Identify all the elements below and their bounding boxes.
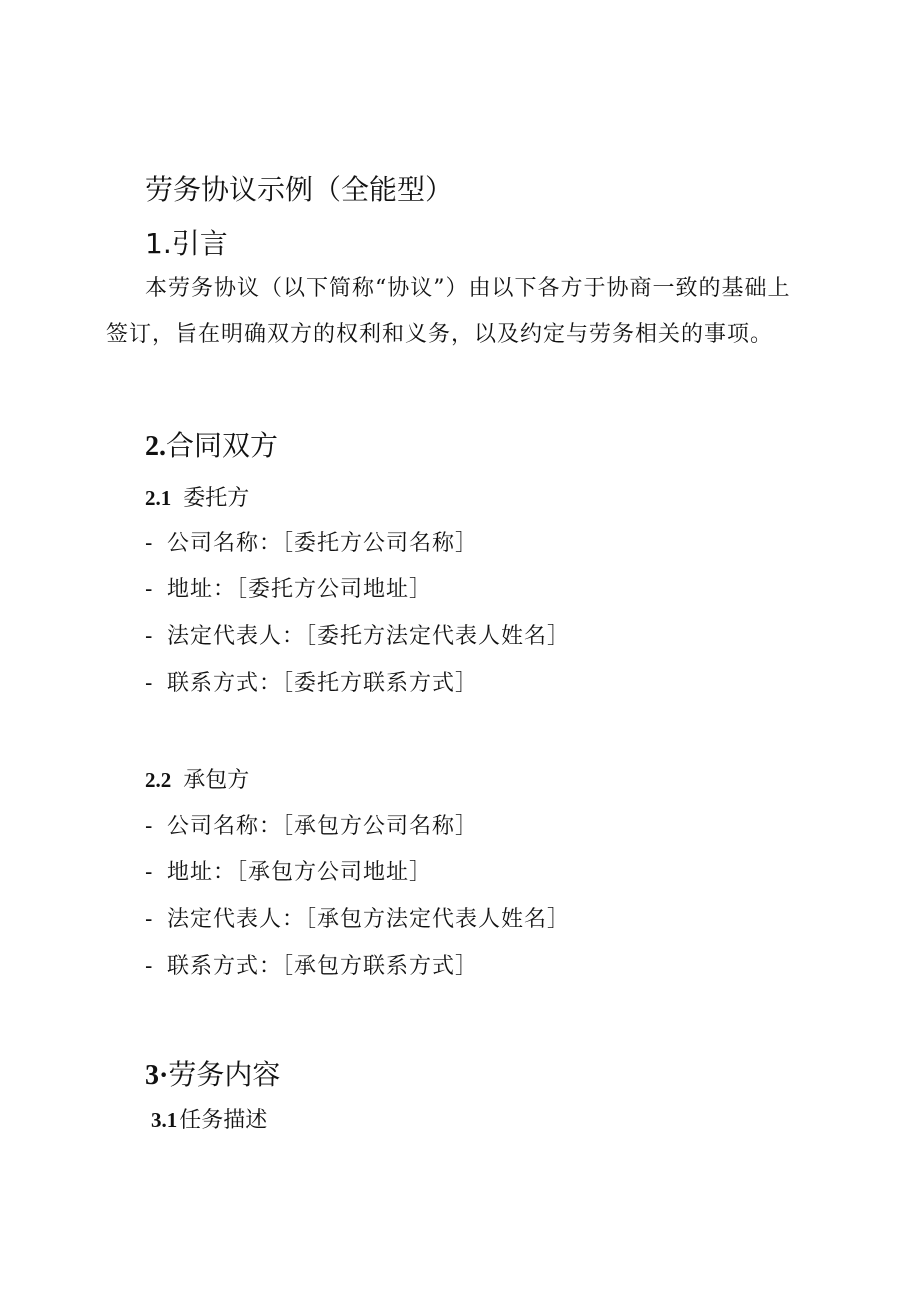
section-2-heading <box>145 424 278 464</box>
intro-paragraph-line-2: 签订，旨在明确双方的权利和义务，以及约定与劳务相关的事项。 <box>106 322 774 347</box>
section-2-2-title: 承包方 <box>183 768 250 793</box>
list-item-text: 公司名称：［委托方公司名称］ <box>167 531 479 556</box>
section-2-title: 合同双方 <box>166 429 279 462</box>
section-3-1-title: 任务描述 <box>179 1108 268 1133</box>
section-2-2-heading <box>145 763 249 794</box>
section-3-number: 3· <box>145 1060 169 1091</box>
contractor-legal-representative <box>145 902 570 933</box>
contractor-address <box>145 855 432 886</box>
list-item-text: 地址：［委托方公司地址］ <box>167 577 433 602</box>
section-3-1-heading <box>151 1103 267 1134</box>
section-2-2-number: 2.2 <box>145 768 172 792</box>
section-1-title: 引言 <box>171 227 228 260</box>
list-item-text: 公司名称：［承包方公司名称］ <box>167 814 479 839</box>
bullet-dash: - <box>145 814 154 839</box>
section-2-1-heading <box>145 481 249 512</box>
bullet-dash: - <box>145 907 154 932</box>
contractor-contact <box>145 949 478 980</box>
intro-paragraph-line-1: 本劳务协议（以下简称“协议”）由以下各方于协商一致的基础上 <box>145 276 791 301</box>
section-3-heading <box>145 1053 280 1093</box>
contractor-company-name <box>145 809 478 840</box>
section-2-number: 2. <box>145 431 166 462</box>
bullet-dash: - <box>145 954 154 979</box>
client-company-name <box>145 526 478 557</box>
section-1-heading <box>145 222 228 262</box>
document-title: 劳务协议示例（全能型） <box>145 173 454 206</box>
list-item-text: 法定代表人：［承包方法定代表人姓名］ <box>167 907 571 932</box>
client-legal-representative <box>145 619 570 650</box>
bullet-dash: - <box>145 671 154 696</box>
list-item-text: 地址：［承包方公司地址］ <box>167 860 433 885</box>
bullet-dash: - <box>145 577 154 602</box>
section-2-1-number: 2.1 <box>145 486 172 510</box>
bullet-dash: - <box>145 531 154 556</box>
client-address <box>145 572 432 603</box>
client-contact <box>145 666 478 697</box>
section-1-number: 1. <box>145 227 172 260</box>
section-3-title: 劳务内容 <box>168 1058 281 1091</box>
list-item-text: 联系方式：［承包方联系方式］ <box>167 954 479 979</box>
section-3-1-number: 3.1 <box>151 1108 178 1132</box>
list-item-text: 联系方式：［委托方联系方式］ <box>167 671 479 696</box>
list-item-text: 法定代表人：［委托方法定代表人姓名］ <box>167 624 571 649</box>
section-2-1-title: 委托方 <box>183 486 250 511</box>
bullet-dash: - <box>145 624 154 649</box>
bullet-dash: - <box>145 860 154 885</box>
